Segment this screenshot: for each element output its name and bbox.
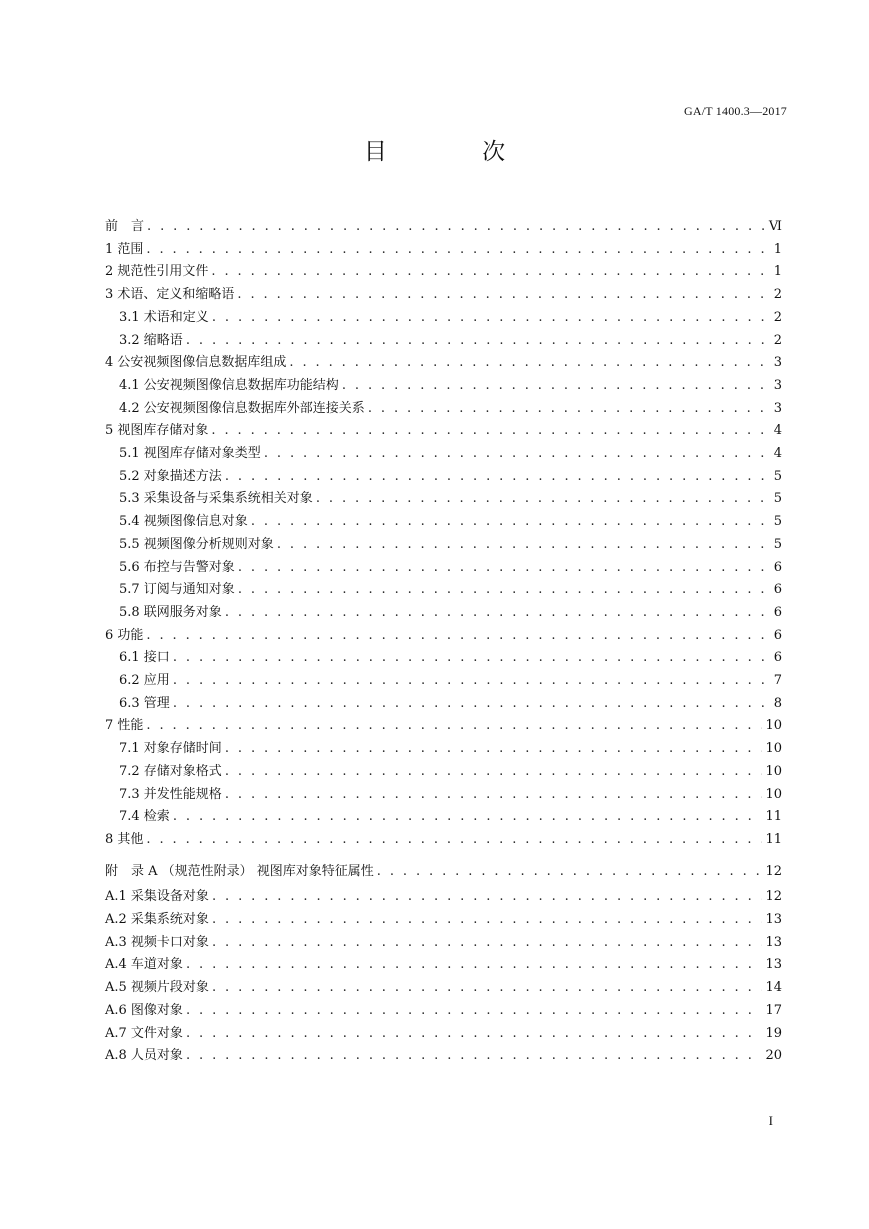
toc-entry-page: 6 [773, 559, 782, 575]
toc-entry-page: 20 [765, 1048, 782, 1064]
toc-entry-page: 12 [765, 889, 782, 905]
toc-entry[interactable] [119, 808, 782, 826]
toc-entry-label: A.4 车道对象 [105, 957, 183, 973]
toc-entry-label: 6.3 管理 [119, 695, 170, 711]
toc-entry-page: 10 [765, 718, 782, 734]
toc-entry-label: 7.2 存储对象格式 [119, 763, 222, 779]
toc-entry-label: 6 功能 [105, 627, 144, 643]
toc-dot-leader [264, 445, 771, 463]
toc-entry[interactable] [105, 831, 782, 849]
toc-entry-page: 4 [773, 423, 782, 439]
toc-dot-leader [377, 863, 763, 881]
toc-dot-leader [225, 786, 763, 804]
toc-entry-label: 1 范围 [105, 241, 144, 257]
toc-entry-label: A.6 图像对象 [105, 1002, 183, 1018]
toc-dot-leader [238, 559, 771, 577]
toc-dot-leader [277, 536, 771, 554]
toc-entry-page: 10 [765, 741, 782, 757]
toc-dot-leader [186, 1025, 763, 1043]
toc-entry-page: 10 [765, 763, 782, 779]
toc-entry-label: 2 规范性引用文件 [105, 264, 209, 280]
toc-dot-leader [212, 911, 763, 929]
toc-entry-page: 11 [765, 831, 782, 847]
toc-entry-page: 14 [765, 980, 782, 996]
toc-dot-leader [186, 1047, 763, 1065]
toc-dot-leader [289, 354, 770, 372]
toc-entry-page: 5 [773, 536, 782, 552]
toc-entry[interactable] [119, 377, 782, 395]
toc-entry[interactable] [119, 672, 782, 690]
toc-entry-label: A.2 采集系统对象 [105, 912, 209, 927]
toc-entry-label: A.5 视频片段对象 [105, 980, 209, 996]
toc-entry[interactable] [119, 695, 782, 713]
toc-entry[interactable] [119, 490, 782, 508]
toc-entry-label: 5.6 布控与告警对象 [119, 559, 235, 575]
toc-entry[interactable] [119, 400, 782, 418]
toc-entry-label: 7.4 检索 [119, 809, 170, 825]
toc-entry-page: 3 [773, 377, 782, 393]
toc-dot-leader [316, 490, 771, 508]
toc-dot-leader [225, 468, 771, 486]
toc-entry-label: 5.8 联网服务对象 [119, 604, 222, 620]
toc-entry-label: 5.1 视图库存储对象类型 [119, 446, 261, 461]
toc-entry-page: 10 [765, 786, 782, 802]
toc-entry[interactable] [105, 717, 782, 735]
toc-entry[interactable] [105, 1025, 782, 1043]
toc-entry-label: A.3 视频卡口对象 [105, 934, 209, 950]
toc-dot-leader [173, 672, 771, 690]
toc-entry[interactable] [119, 445, 782, 463]
toc-dot-leader [147, 218, 766, 236]
toc-entry-label: 5.3 采集设备与采集系统相关对象 [119, 491, 313, 507]
toc-entry-label: A.8 人员对象 [105, 1048, 183, 1064]
toc-dot-leader [146, 241, 770, 259]
toc-entry[interactable] [105, 627, 782, 645]
toc-entry-page: 6 [773, 604, 782, 620]
toc-dot-leader [212, 309, 771, 327]
toc-entry-label: 4 公安视频图像信息数据库组成 [105, 355, 287, 371]
toc-entry-label: 8 其他 [105, 831, 144, 847]
toc-dot-leader [211, 422, 770, 440]
toc-entry-label: 5 视图库存储对象 [105, 423, 209, 439]
toc-entry[interactable] [105, 241, 782, 259]
toc-entry-page: 6 [773, 582, 782, 598]
toc-entry[interactable] [119, 513, 782, 531]
toc-dot-leader [146, 627, 770, 645]
toc-entry[interactable] [105, 218, 782, 236]
toc-dot-leader [173, 808, 763, 826]
toc-entry-page: 1 [773, 264, 782, 280]
toc-entry-label: 7 性能 [105, 718, 144, 734]
toc-entry[interactable] [105, 911, 782, 929]
toc-entry[interactable] [105, 286, 782, 304]
toc-entry[interactable] [105, 956, 782, 974]
toc-dot-leader [173, 695, 771, 713]
toc-entry-label: 4.2 公安视频图像信息数据库外部连接关系 [119, 400, 365, 416]
toc-entry-page: 6 [773, 650, 782, 666]
toc-entry-page: 3 [773, 355, 782, 371]
toc-entry-label: 3.1 术语和定义 [119, 309, 209, 325]
toc-entry-page: 17 [765, 1002, 782, 1018]
toc-entry-page: 5 [773, 514, 782, 530]
toc-dot-leader [225, 604, 771, 622]
toc-entry-label: 6.2 应用 [119, 673, 170, 688]
toc-entry[interactable] [119, 604, 782, 622]
toc-entry-label: 5.7 订阅与通知对象 [119, 582, 235, 598]
toc-dot-leader [225, 740, 763, 758]
toc-dot-leader [225, 763, 763, 781]
toc-dot-leader [173, 649, 771, 667]
toc-entry[interactable] [119, 559, 782, 577]
toc-entry[interactable] [119, 468, 782, 486]
toc-entry[interactable] [105, 263, 782, 281]
toc-dot-leader [146, 831, 762, 849]
toc-entry[interactable] [105, 422, 782, 440]
toc-entry-label: 附 录 A （规范性附录） 视图库对象特征属性 [105, 863, 374, 879]
toc-entry-page: 13 [765, 957, 782, 973]
toc-entry[interactable] [119, 740, 782, 758]
toc-entry[interactable] [105, 888, 782, 906]
toc-entry-label: A.7 文件对象 [105, 1025, 183, 1041]
toc-dot-leader [212, 979, 763, 997]
toc-entry-label: 5.5 视频图像分析规则对象 [119, 536, 274, 552]
toc-entry[interactable] [105, 1047, 782, 1065]
document-code: GA/T 1400.3—2017 [684, 104, 787, 118]
toc-entry-page: 2 [773, 309, 782, 325]
toc-entry[interactable] [105, 1002, 782, 1020]
toc-entry-page: 11 [765, 809, 782, 825]
toc-entry-label: 7.1 对象存储时间 [119, 741, 222, 757]
toc-entry-label: 5.2 对象描述方法 [119, 468, 222, 484]
toc-entry[interactable] [119, 786, 782, 804]
toc-entry-page: 7 [773, 673, 782, 688]
toc-entry-label: 4.1 公安视频图像信息数据库功能结构 [119, 377, 339, 393]
toc-entry-label: 3.2 缩略语 [119, 332, 183, 348]
toc-entry-label: 3 术语、定义和缩略语 [105, 287, 235, 303]
toc-dot-leader [368, 400, 771, 418]
toc-entry-page: 3 [773, 400, 782, 416]
toc-entry-label: 前 言 [105, 219, 145, 234]
toc-entry-page: 8 [773, 695, 782, 711]
toc-entry-page: 6 [773, 627, 782, 643]
toc-entry-page: 12 [765, 863, 782, 879]
toc-entry-page: 4 [773, 446, 782, 461]
toc-entry-label: A.1 采集设备对象 [105, 889, 209, 905]
toc-dot-leader [238, 581, 771, 599]
toc-dot-leader [186, 956, 763, 974]
toc-dot-leader [186, 332, 771, 350]
toc-entry[interactable] [105, 979, 782, 997]
page-number: I [768, 1113, 773, 1128]
toc-dot-leader [251, 513, 771, 531]
toc-entry-page: 19 [765, 1025, 782, 1041]
toc-dot-leader [212, 888, 763, 906]
toc-entry[interactable] [119, 309, 782, 327]
toc-entry[interactable] [119, 649, 782, 667]
toc-dot-leader [186, 1002, 763, 1020]
toc-entry[interactable] [119, 332, 782, 350]
toc-entry-page: 2 [773, 332, 782, 348]
toc-entry[interactable] [119, 581, 782, 599]
toc-dot-leader [342, 377, 771, 395]
toc-entry[interactable] [105, 863, 782, 881]
toc-entry[interactable] [119, 536, 782, 554]
toc-entry[interactable] [105, 934, 782, 952]
toc-dot-leader [212, 934, 763, 952]
toc-entry-label: 7.3 并发性能规格 [119, 786, 222, 802]
toc-entry[interactable] [119, 763, 782, 781]
toc-entry-page: 13 [765, 912, 782, 927]
toc-entry-page: 1 [773, 241, 782, 257]
toc-dot-leader [211, 263, 770, 281]
page-title: 目 次 [363, 139, 550, 165]
toc-entry-page: 5 [773, 491, 782, 507]
toc-dot-leader [146, 717, 762, 735]
toc-entry-page: Ⅵ [768, 219, 782, 234]
toc-entry-label: 6.1 接口 [119, 650, 170, 666]
toc-entry-page: 2 [773, 287, 782, 303]
toc-entry-label: 5.4 视频图像信息对象 [119, 514, 248, 530]
toc-entry[interactable] [105, 354, 782, 372]
toc-entry-page: 5 [773, 468, 782, 484]
toc-dot-leader [237, 286, 770, 304]
toc-entry-page: 13 [765, 934, 782, 950]
